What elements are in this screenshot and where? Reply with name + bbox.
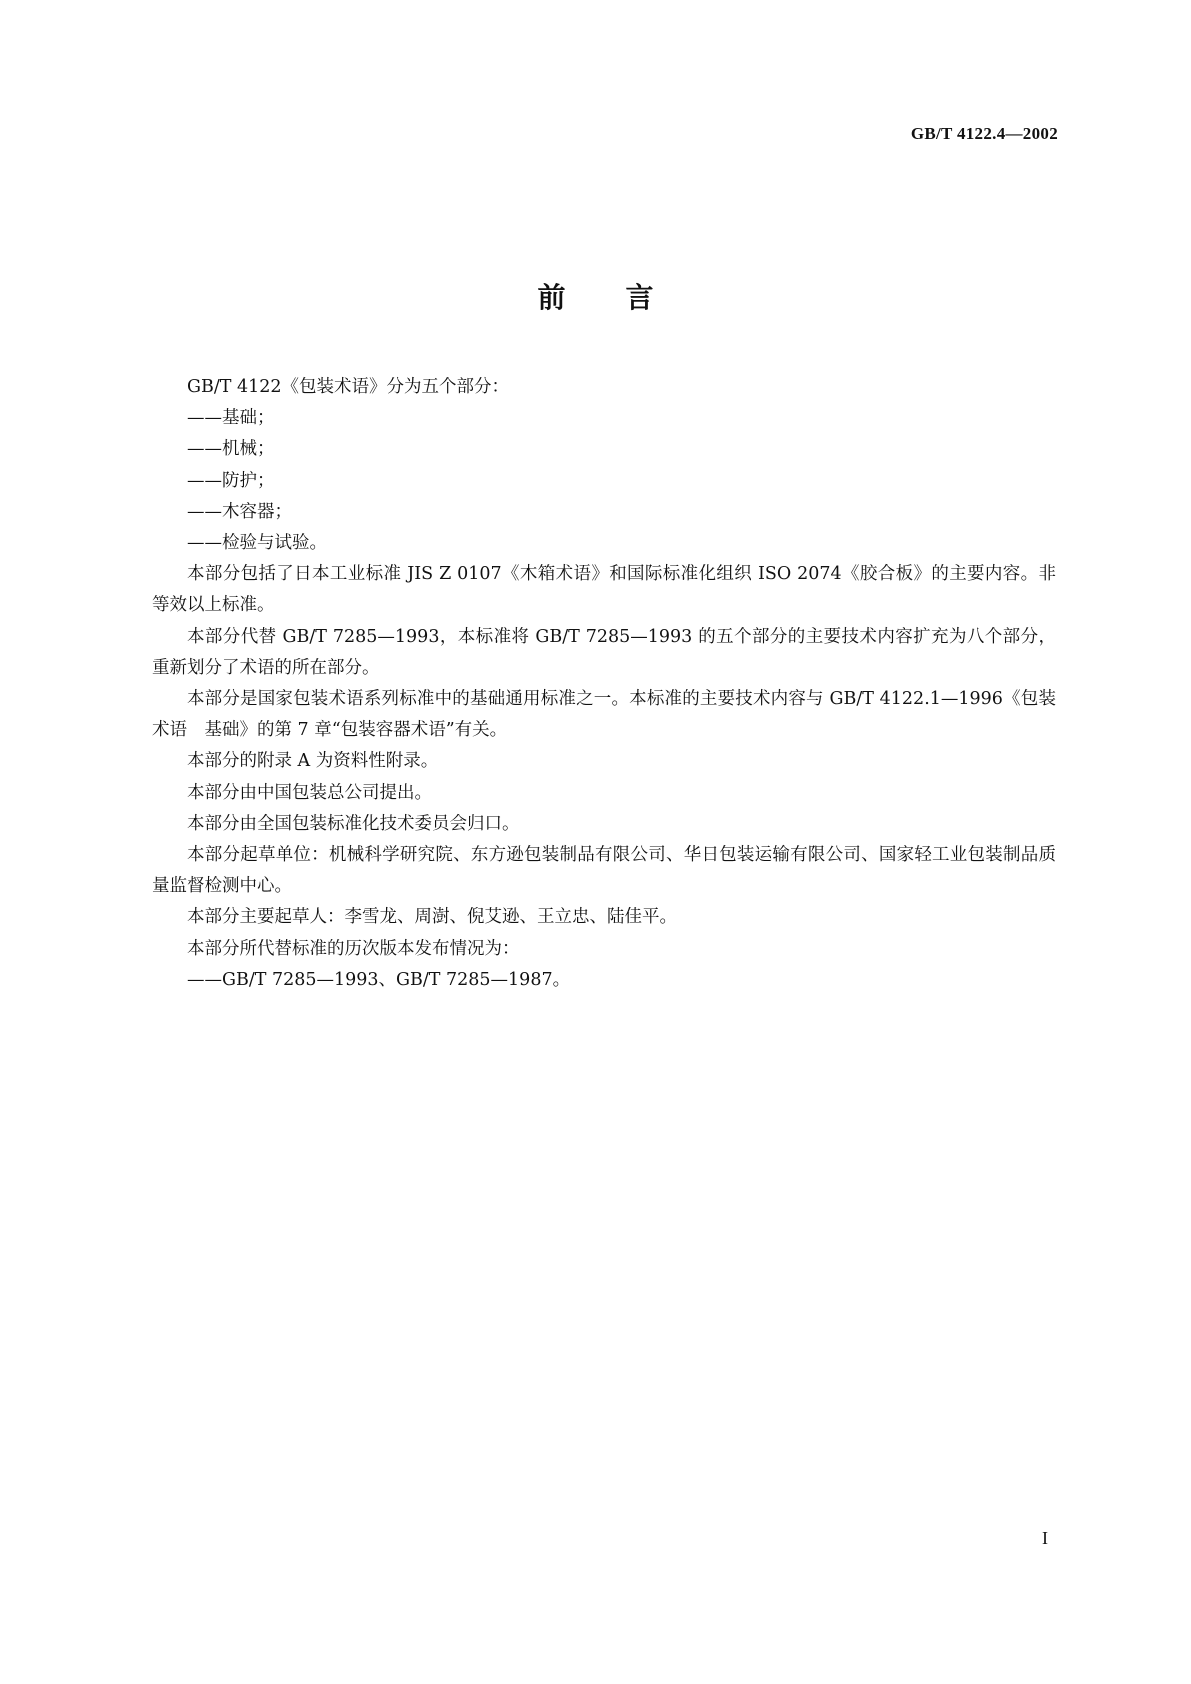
list-item-protection: ——防护；	[187, 470, 275, 491]
paragraph-history-intro: 本部分所代替标准的历次版本发布情况为：	[187, 938, 520, 959]
standard-code: GB/T 4122.4—2002	[910, 124, 1058, 143]
paragraph-references: 本部分包括了日本工业标准 JIS Z 0107《木箱术语》和国际标准化组织 ISO 2074《胶合板》的主要内容。非等效以上标准。	[152, 564, 1056, 616]
page-title: 前言	[537, 281, 714, 314]
paragraph-committee: 本部分由全国包装标准化技术委员会归口。	[187, 813, 520, 834]
list-item-wooden-containers: ——木容器；	[187, 501, 292, 522]
list-item-history: ——GB/T 7285—1993、GB/T 7285—1987。	[187, 969, 571, 990]
paragraph-annex: 本部分的附录 A 为资料性附录。	[187, 751, 439, 772]
foreword-body	[152, 372, 1056, 996]
list-item-basics: ——基础；	[187, 408, 275, 429]
list-item-inspection-testing: ——检验与试验。	[187, 533, 327, 554]
paragraph-relation: 本部分是国家包装术语系列标准中的基础通用标准之一。本标准的主要技术内容与 GB/T 4122.1—1996《包装术语 基础》的第 7 章“包装容器术语”有关。	[152, 689, 1056, 741]
paragraph-intro: GB/T 4122《包装术语》分为五个部分：	[187, 377, 510, 397]
paragraph-drafters: 本部分主要起草人：李雪龙、周澍、倪艾逊、王立忠、陆佳平。	[187, 907, 677, 928]
list-item-machinery: ——机械；	[187, 439, 275, 460]
paragraph-drafting-units: 本部分起草单位：机械科学研究院、东方逊包装制品有限公司、华日包装运输有限公司、国家轻工业包装制品质量监督检测中心。	[152, 845, 1056, 897]
paragraph-proposer: 本部分由中国包装总公司提出。	[187, 782, 432, 803]
page-number: I	[1042, 1528, 1048, 1548]
paragraph-replaces: 本部分代替 GB/T 7285—1993，本标准将 GB/T 7285—1993 的五个部分的主要技术内容扩充为八个部分，重新划分了术语的所在部分。	[152, 626, 1056, 678]
